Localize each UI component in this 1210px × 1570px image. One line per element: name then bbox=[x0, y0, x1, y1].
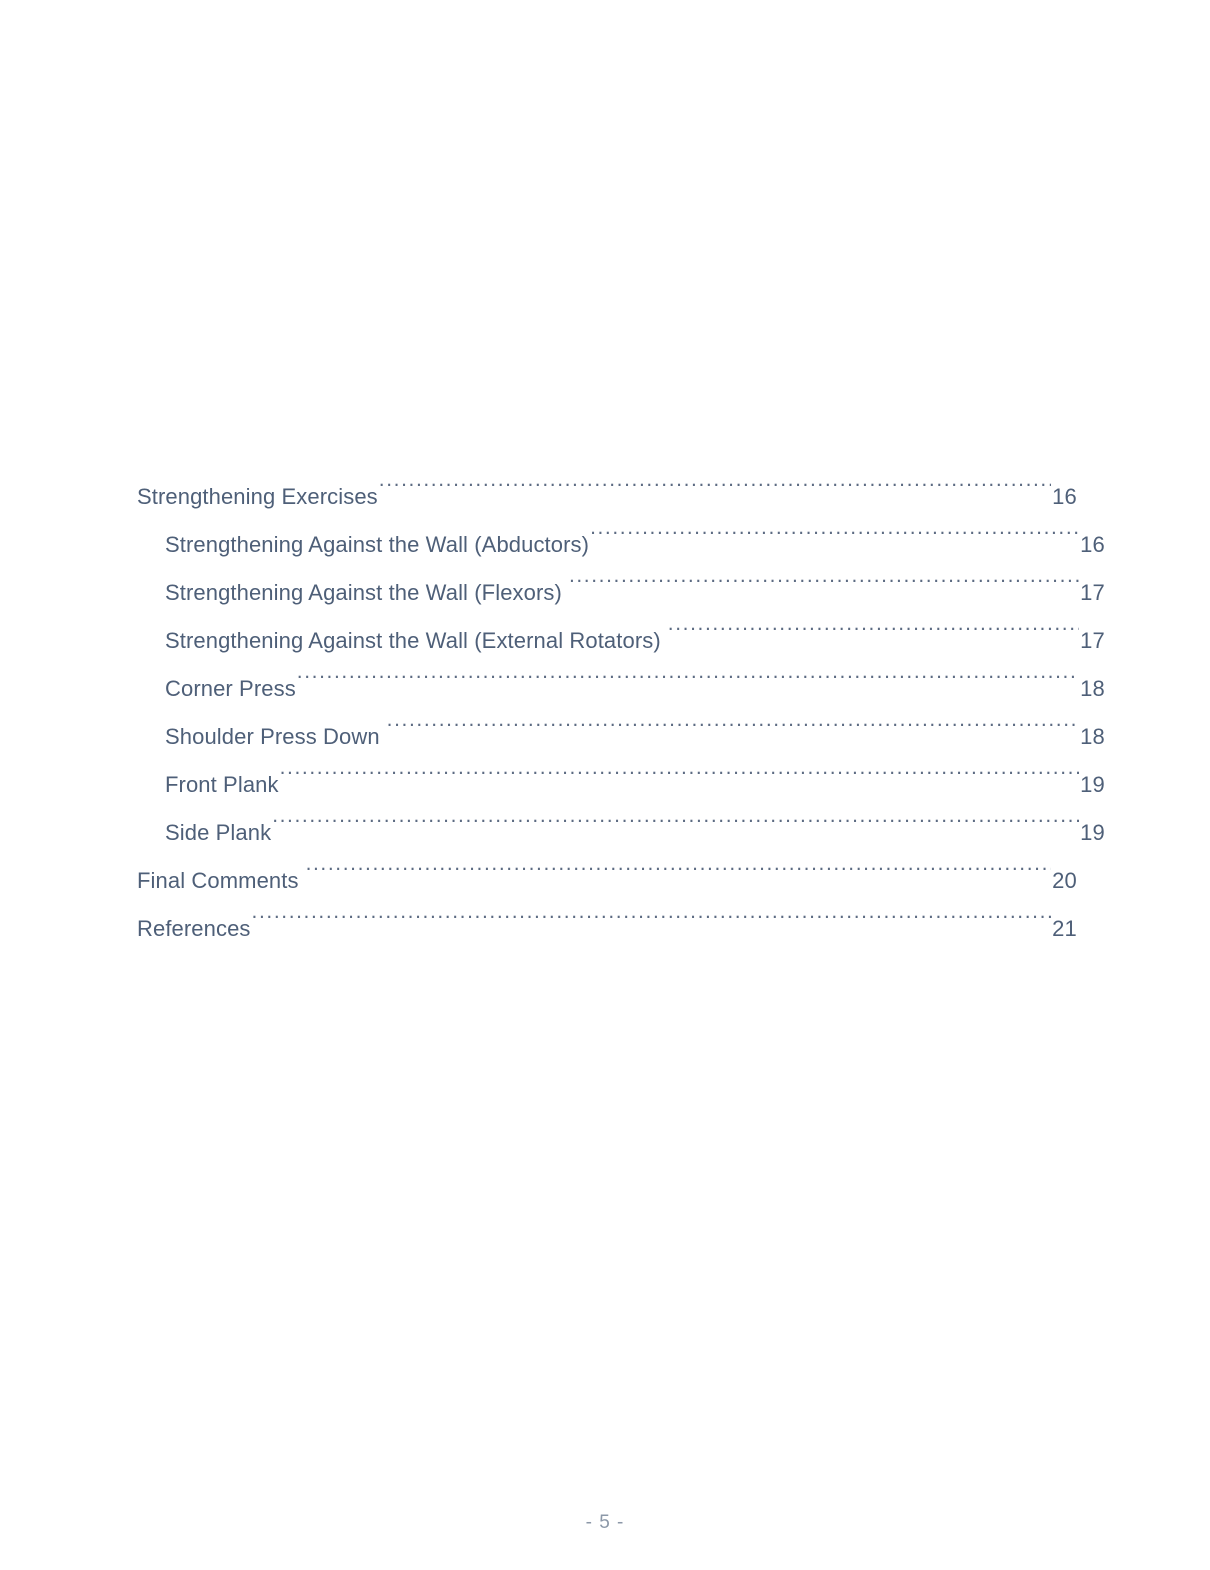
toc-entry-title: Strengthening Against the Wall (External Rotators) bbox=[165, 628, 661, 653]
toc-entry[interactable] bbox=[137, 857, 1077, 905]
toc-entry-title: Strengthening Exercises bbox=[137, 484, 378, 509]
toc-entry-title: References bbox=[137, 916, 251, 941]
toc-entry-page-number: 19 bbox=[1080, 772, 1105, 797]
toc-leader-dots bbox=[379, 482, 1051, 504]
toc-leader-dots bbox=[590, 530, 1079, 552]
toc-entry[interactable] bbox=[137, 905, 1077, 953]
toc-entry-title: Final Comments bbox=[137, 868, 299, 893]
toc-entry[interactable] bbox=[137, 521, 1105, 569]
toc-leader-dots bbox=[387, 722, 1079, 744]
toc-leader-dots bbox=[569, 578, 1079, 600]
toc-entry[interactable] bbox=[137, 617, 1105, 665]
toc-entry-page-number: 17 bbox=[1080, 628, 1105, 653]
toc-entry-page-number: 18 bbox=[1080, 724, 1105, 749]
toc-entry-page-number: 17 bbox=[1080, 580, 1105, 605]
table-of-contents bbox=[137, 473, 1105, 953]
toc-entry[interactable] bbox=[137, 665, 1105, 713]
toc-leader-dots bbox=[297, 674, 1079, 696]
toc-entry-page-number: 19 bbox=[1080, 820, 1105, 845]
toc-leader-dots bbox=[252, 914, 1052, 936]
toc-entry[interactable] bbox=[137, 713, 1105, 761]
toc-entry-title: Corner Press bbox=[165, 676, 296, 701]
toc-entry[interactable] bbox=[137, 473, 1077, 521]
toc-entry[interactable] bbox=[137, 809, 1105, 857]
toc-leader-dots bbox=[306, 866, 1052, 888]
toc-entry-page-number: 18 bbox=[1080, 676, 1105, 701]
toc-leader-dots bbox=[280, 770, 1080, 792]
toc-entry-title: Strengthening Against the Wall (Flexors) bbox=[165, 580, 562, 605]
page-number-footer: - 5 - bbox=[585, 1512, 625, 1533]
toc-entry-page-number: 20 bbox=[1052, 868, 1077, 893]
toc-entry-title: Strengthening Against the Wall (Abductors) bbox=[165, 532, 590, 557]
toc-entry-page-number: 16 bbox=[1080, 532, 1105, 557]
toc-entry[interactable] bbox=[137, 761, 1105, 809]
toc-entry-page-number: 16 bbox=[1052, 484, 1077, 509]
toc-entry-page-number: 21 bbox=[1052, 916, 1077, 941]
toc-entry-title: Front Plank bbox=[165, 772, 279, 797]
toc-leader-dots bbox=[668, 626, 1079, 648]
toc-entry-title: Shoulder Press Down bbox=[165, 724, 380, 749]
toc-leader-dots bbox=[272, 818, 1079, 840]
toc-entry-title: Side Plank bbox=[165, 820, 272, 845]
toc-entry[interactable] bbox=[137, 569, 1105, 617]
